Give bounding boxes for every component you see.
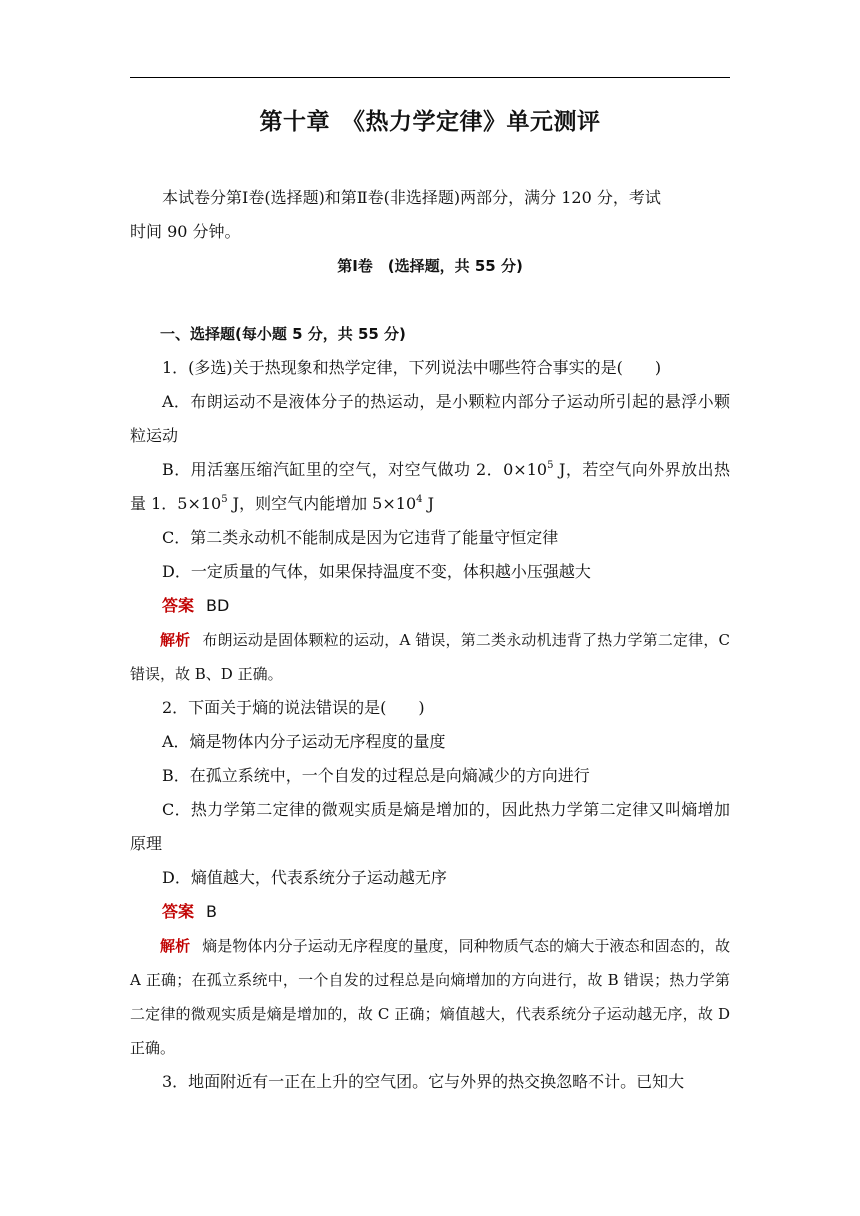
q2-option-d: D．熵值越大，代表系统分子运动越无序 bbox=[162, 868, 447, 887]
document-body bbox=[130, 181, 730, 1099]
answer-label: 答案 bbox=[162, 902, 195, 921]
q2-stem: 2．下面关于熵的说法错误的是( ) bbox=[162, 698, 425, 717]
q2-option-c: C．热力学第二定律的微观实质是熵是增加的，因此热力学第二定律又叫熵增加原理 bbox=[130, 800, 730, 853]
q1-option-c: C．第二类永动机不能制成是因为它违背了能量守恒定律 bbox=[162, 528, 559, 547]
q1-explanation-text: 布朗运动是固体颗粒的运动，A 错误，第二类永动机违背了热力学第二定律，C 错误，故 B、D 正确。 bbox=[130, 631, 730, 683]
q1-answer bbox=[130, 589, 730, 623]
volume-1-title: 第Ⅰ卷 (选择题，共 55 分) bbox=[337, 257, 523, 275]
explain-label: 解析 bbox=[160, 937, 191, 955]
q1-answer-value: BD bbox=[206, 596, 230, 615]
q2-explanation-text: 熵是物体内分子运动无序程度的量度，同种物质气态的熵大于液态和固态的，故 A 正确；在孤立系统中，一个自发的过程总是向熵增加的方向进行，故 B 错误；热力学第二定律的微观实质是熵是增加的，故 C 正确；熵值越大，代表系统分子运动越无序，故 D 正确。 bbox=[130, 937, 730, 1057]
answer-label: 答案 bbox=[162, 596, 195, 615]
q1-stem: 1．(多选)关于热现象和热学定律，下列说法中哪些符合事实的是( ) bbox=[162, 358, 662, 377]
q2-answer bbox=[130, 895, 730, 929]
part-1-title: 一、选择题(每小题 5 分，共 55 分) bbox=[160, 325, 406, 343]
intro-line-1: 本试卷分第Ⅰ卷(选择题)和第Ⅱ卷(非选择题)两部分，满分 120 分，考试 bbox=[162, 188, 661, 207]
explain-label: 解析 bbox=[160, 631, 191, 649]
page-title: 第十章 《热力学定律》单元测评 bbox=[259, 109, 601, 135]
header-rule bbox=[130, 77, 730, 78]
q1-option-a: A．布朗运动不是液体分子的热运动，是小颗粒内部分子运动所引起的悬浮小颗粒运动 bbox=[130, 392, 730, 445]
q1-explanation bbox=[130, 623, 730, 691]
q1-option-b: B．用活塞压缩汽缸里的空气，对空气做功 2．$0\times 10^5$ J，若空气向外界放出热量 1．$5\times 10^5$ J，则空气内能增加 $5\times 10^4$ J bbox=[130, 460, 730, 513]
q2-option-a: A．熵是物体内分子运动无序程度的量度 bbox=[162, 732, 446, 751]
q2-option-b: B．在孤立系统中，一个自发的过程总是向熵减少的方向进行 bbox=[162, 766, 590, 785]
q3-stem: 3．地面附近有一正在上升的空气团。它与外界的热交换忽略不计。已知大 bbox=[162, 1072, 685, 1091]
q2-answer-value: B bbox=[206, 902, 217, 921]
q1-option-d: D．一定质量的气体，如果保持温度不变，体积越小压强越大 bbox=[162, 562, 591, 581]
q2-explanation bbox=[130, 929, 730, 1065]
intro-line-2: 时间 90 分钟。 bbox=[130, 222, 241, 241]
